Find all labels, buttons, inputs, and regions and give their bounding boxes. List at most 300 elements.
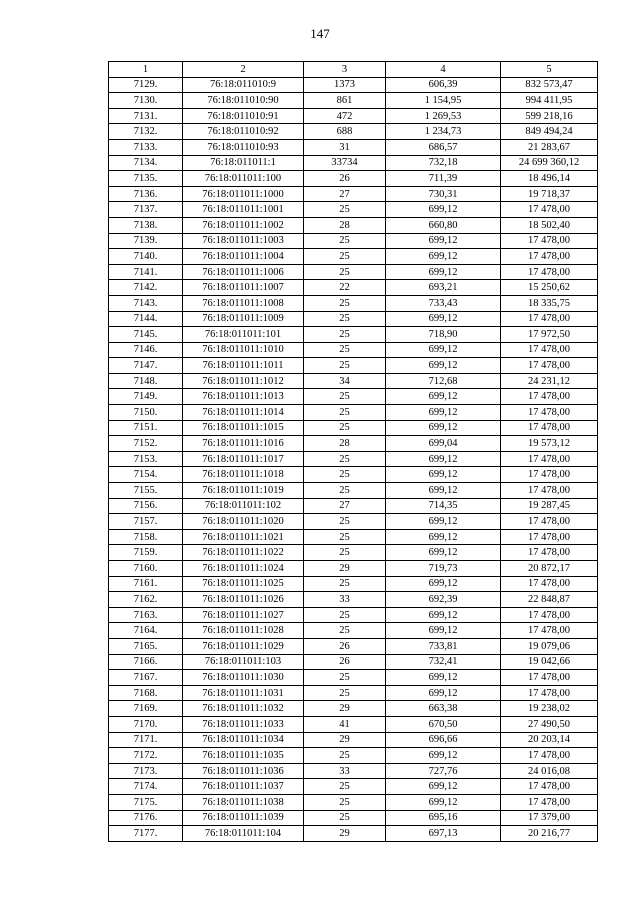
cadastral-number-cell: 76:18:011011:1028 [183, 623, 304, 639]
value-cell: 17 379,00 [501, 810, 598, 826]
value-cell: 22 848,87 [501, 592, 598, 608]
area-cell: 22 [304, 280, 386, 296]
table-row [109, 139, 598, 155]
rate-cell: 712,68 [386, 373, 501, 389]
area-cell: 25 [304, 529, 386, 545]
rate-cell: 718,90 [386, 327, 501, 343]
table-row [109, 529, 598, 545]
row-number-cell: 7132. [109, 124, 183, 140]
area-cell: 25 [304, 514, 386, 530]
value-cell: 19 287,45 [501, 498, 598, 514]
value-cell: 17 478,00 [501, 264, 598, 280]
rate-cell: 699,12 [386, 233, 501, 249]
area-cell: 25 [304, 327, 386, 343]
area-cell: 41 [304, 716, 386, 732]
row-number-cell: 7169. [109, 701, 183, 717]
row-number-cell: 7170. [109, 716, 183, 732]
rate-cell: 606,39 [386, 77, 501, 93]
rate-cell: 699,12 [386, 545, 501, 561]
row-number-cell: 7152. [109, 436, 183, 452]
area-cell: 25 [304, 420, 386, 436]
header-row [109, 62, 598, 78]
table-row [109, 358, 598, 374]
column-header-3: 3 [304, 62, 386, 78]
table-row [109, 794, 598, 810]
value-cell: 17 478,00 [501, 342, 598, 358]
table-row [109, 436, 598, 452]
row-number-cell: 7177. [109, 826, 183, 842]
area-cell: 25 [304, 576, 386, 592]
row-number-cell: 7163. [109, 607, 183, 623]
table-row [109, 451, 598, 467]
table-row [109, 748, 598, 764]
row-number-cell: 7176. [109, 810, 183, 826]
cadastral-number-cell: 76:18:011011:1006 [183, 264, 304, 280]
cadastral-number-cell: 76:18:011011:1030 [183, 670, 304, 686]
area-cell: 25 [304, 295, 386, 311]
cadastral-number-cell: 76:18:011011:1011 [183, 358, 304, 374]
row-number-cell: 7158. [109, 529, 183, 545]
value-cell: 17 478,00 [501, 202, 598, 218]
row-number-cell: 7147. [109, 358, 183, 374]
area-cell: 26 [304, 171, 386, 187]
rate-cell: 699,12 [386, 264, 501, 280]
cadastral-number-cell: 76:18:011011:1009 [183, 311, 304, 327]
cadastral-number-cell: 76:18:011011:1031 [183, 685, 304, 701]
value-cell: 27 490,50 [501, 716, 598, 732]
rate-cell: 699,12 [386, 483, 501, 499]
area-cell: 25 [304, 311, 386, 327]
area-cell: 25 [304, 607, 386, 623]
cadastral-number-cell: 76:18:011011:1016 [183, 436, 304, 452]
value-cell: 24 016,08 [501, 763, 598, 779]
cadastral-number-cell: 76:18:011011:1007 [183, 280, 304, 296]
value-cell: 15 250,62 [501, 280, 598, 296]
cadastral-number-cell: 76:18:011011:102 [183, 498, 304, 514]
value-cell: 17 478,00 [501, 623, 598, 639]
area-cell: 25 [304, 467, 386, 483]
area-cell: 25 [304, 483, 386, 499]
table-row [109, 670, 598, 686]
cadastral-number-cell: 76:18:011011:1036 [183, 763, 304, 779]
table-row [109, 233, 598, 249]
area-cell: 25 [304, 623, 386, 639]
table-row [109, 389, 598, 405]
rate-cell: 714,35 [386, 498, 501, 514]
row-number-cell: 7150. [109, 405, 183, 421]
value-cell: 17 478,00 [501, 670, 598, 686]
rate-cell: 699,12 [386, 342, 501, 358]
row-number-cell: 7129. [109, 77, 183, 93]
cadastral-number-cell: 76:18:011011:1033 [183, 716, 304, 732]
table-row [109, 763, 598, 779]
value-cell: 18 502,40 [501, 217, 598, 233]
table-row [109, 171, 598, 187]
cadastral-number-cell: 76:18:011011:1010 [183, 342, 304, 358]
area-cell: 34 [304, 373, 386, 389]
rate-cell: 699,12 [386, 779, 501, 795]
rate-cell: 699,12 [386, 607, 501, 623]
rate-cell: 663,38 [386, 701, 501, 717]
area-cell: 25 [304, 342, 386, 358]
table-row [109, 483, 598, 499]
table-row [109, 716, 598, 732]
row-number-cell: 7139. [109, 233, 183, 249]
cadastral-number-cell: 76:18:011011:1037 [183, 779, 304, 795]
rate-cell: 719,73 [386, 561, 501, 577]
cadastral-number-cell: 76:18:011011:100 [183, 171, 304, 187]
row-number-cell: 7171. [109, 732, 183, 748]
area-cell: 25 [304, 810, 386, 826]
area-cell: 26 [304, 638, 386, 654]
cadastral-number-cell: 76:18:011011:1018 [183, 467, 304, 483]
value-cell: 19 718,37 [501, 186, 598, 202]
cadastral-number-cell: 76:18:011011:1034 [183, 732, 304, 748]
area-cell: 861 [304, 93, 386, 109]
area-cell: 25 [304, 202, 386, 218]
cadastral-number-cell: 76:18:011011:1022 [183, 545, 304, 561]
row-number-cell: 7156. [109, 498, 183, 514]
value-cell: 21 283,67 [501, 139, 598, 155]
table-row [109, 514, 598, 530]
table-row [109, 498, 598, 514]
row-number-cell: 7142. [109, 280, 183, 296]
rate-cell: 699,12 [386, 451, 501, 467]
row-number-cell: 7166. [109, 654, 183, 670]
row-number-cell: 7165. [109, 638, 183, 654]
value-cell: 17 972,50 [501, 327, 598, 343]
row-number-cell: 7155. [109, 483, 183, 499]
table-row [109, 545, 598, 561]
cadastral-number-cell: 76:18:011010:91 [183, 108, 304, 124]
row-number-cell: 7175. [109, 794, 183, 810]
row-number-cell: 7140. [109, 249, 183, 265]
table-row [109, 202, 598, 218]
table-row [109, 685, 598, 701]
rate-cell: 686,57 [386, 139, 501, 155]
cadastral-number-cell: 76:18:011011:1027 [183, 607, 304, 623]
row-number-cell: 7146. [109, 342, 183, 358]
value-cell: 599 218,16 [501, 108, 598, 124]
row-number-cell: 7153. [109, 451, 183, 467]
rate-cell: 711,39 [386, 171, 501, 187]
rate-cell: 699,12 [386, 358, 501, 374]
rate-cell: 699,12 [386, 389, 501, 405]
data-table [108, 61, 598, 842]
area-cell: 25 [304, 233, 386, 249]
row-number-cell: 7135. [109, 171, 183, 187]
value-cell: 17 478,00 [501, 249, 598, 265]
row-number-cell: 7148. [109, 373, 183, 389]
area-cell: 29 [304, 732, 386, 748]
column-header-4: 4 [386, 62, 501, 78]
table-row [109, 155, 598, 171]
row-number-cell: 7174. [109, 779, 183, 795]
row-number-cell: 7159. [109, 545, 183, 561]
area-cell: 29 [304, 561, 386, 577]
cadastral-number-cell: 76:18:011011:103 [183, 654, 304, 670]
cadastral-number-cell: 76:18:011011:1002 [183, 217, 304, 233]
area-cell: 27 [304, 186, 386, 202]
cadastral-number-cell: 76:18:011011:1039 [183, 810, 304, 826]
value-cell: 17 478,00 [501, 794, 598, 810]
rate-cell: 727,76 [386, 763, 501, 779]
row-number-cell: 7164. [109, 623, 183, 639]
column-header-1: 1 [109, 62, 183, 78]
row-number-cell: 7141. [109, 264, 183, 280]
value-cell: 24 699 360,12 [501, 155, 598, 171]
row-number-cell: 7157. [109, 514, 183, 530]
cadastral-number-cell: 76:18:011010:90 [183, 93, 304, 109]
rate-cell: 699,12 [386, 467, 501, 483]
value-cell: 17 478,00 [501, 405, 598, 421]
table-row [109, 342, 598, 358]
table-body [109, 77, 598, 841]
table-row [109, 264, 598, 280]
table-row [109, 420, 598, 436]
table-row [109, 623, 598, 639]
rate-cell: 730,31 [386, 186, 501, 202]
table-row [109, 592, 598, 608]
table-row [109, 576, 598, 592]
cadastral-number-cell: 76:18:011011:1001 [183, 202, 304, 218]
cadastral-number-cell: 76:18:011011:1017 [183, 451, 304, 467]
table-row [109, 186, 598, 202]
row-number-cell: 7130. [109, 93, 183, 109]
rate-cell: 699,12 [386, 420, 501, 436]
value-cell: 19 079,06 [501, 638, 598, 654]
cadastral-number-cell: 76:18:011010:92 [183, 124, 304, 140]
cadastral-number-cell: 76:18:011011:1035 [183, 748, 304, 764]
rate-cell: 699,12 [386, 748, 501, 764]
cadastral-number-cell: 76:18:011011:1015 [183, 420, 304, 436]
value-cell: 17 478,00 [501, 576, 598, 592]
area-cell: 25 [304, 748, 386, 764]
area-cell: 25 [304, 358, 386, 374]
rate-cell: 699,12 [386, 249, 501, 265]
row-number-cell: 7143. [109, 295, 183, 311]
rate-cell: 1 269,53 [386, 108, 501, 124]
row-number-cell: 7167. [109, 670, 183, 686]
row-number-cell: 7154. [109, 467, 183, 483]
row-number-cell: 7131. [109, 108, 183, 124]
area-cell: 25 [304, 779, 386, 795]
cadastral-number-cell: 76:18:011011:1025 [183, 576, 304, 592]
row-number-cell: 7173. [109, 763, 183, 779]
value-cell: 19 042,66 [501, 654, 598, 670]
cadastral-number-cell: 76:18:011011:1038 [183, 794, 304, 810]
table-row [109, 467, 598, 483]
table-row [109, 280, 598, 296]
area-cell: 25 [304, 670, 386, 686]
table-row [109, 77, 598, 93]
cadastral-number-cell: 76:18:011011:1026 [183, 592, 304, 608]
table-row [109, 108, 598, 124]
table-row [109, 732, 598, 748]
rate-cell: 699,12 [386, 685, 501, 701]
row-number-cell: 7172. [109, 748, 183, 764]
cadastral-number-cell: 76:18:011011:1032 [183, 701, 304, 717]
rate-cell: 670,50 [386, 716, 501, 732]
table-row [109, 810, 598, 826]
value-cell: 17 478,00 [501, 467, 598, 483]
row-number-cell: 7149. [109, 389, 183, 405]
rate-cell: 699,12 [386, 405, 501, 421]
rate-cell: 696,66 [386, 732, 501, 748]
rate-cell: 732,18 [386, 155, 501, 171]
row-number-cell: 7151. [109, 420, 183, 436]
row-number-cell: 7168. [109, 685, 183, 701]
row-number-cell: 7137. [109, 202, 183, 218]
value-cell: 17 478,00 [501, 451, 598, 467]
table-header [109, 62, 598, 78]
table-row [109, 311, 598, 327]
value-cell: 849 494,24 [501, 124, 598, 140]
row-number-cell: 7134. [109, 155, 183, 171]
value-cell: 17 478,00 [501, 233, 598, 249]
value-cell: 17 478,00 [501, 779, 598, 795]
value-cell: 20 203,14 [501, 732, 598, 748]
column-header-2: 2 [183, 62, 304, 78]
rate-cell: 693,21 [386, 280, 501, 296]
cadastral-number-cell: 76:18:011011:1008 [183, 295, 304, 311]
value-cell: 20 216,77 [501, 826, 598, 842]
area-cell: 33 [304, 763, 386, 779]
table-row [109, 638, 598, 654]
value-cell: 19 238,02 [501, 701, 598, 717]
row-number-cell: 7145. [109, 327, 183, 343]
rate-cell: 699,12 [386, 623, 501, 639]
table-row [109, 405, 598, 421]
value-cell: 17 478,00 [501, 529, 598, 545]
cadastral-number-cell: 76:18:011011:1021 [183, 529, 304, 545]
row-number-cell: 7136. [109, 186, 183, 202]
area-cell: 25 [304, 249, 386, 265]
cadastral-number-cell: 76:18:011011:1003 [183, 233, 304, 249]
value-cell: 17 478,00 [501, 389, 598, 405]
row-number-cell: 7144. [109, 311, 183, 327]
area-cell: 1373 [304, 77, 386, 93]
area-cell: 33734 [304, 155, 386, 171]
rate-cell: 1 234,73 [386, 124, 501, 140]
column-header-5: 5 [501, 62, 598, 78]
table-row [109, 373, 598, 389]
value-cell: 17 478,00 [501, 514, 598, 530]
area-cell: 25 [304, 794, 386, 810]
cadastral-number-cell: 76:18:011011:1013 [183, 389, 304, 405]
area-cell: 25 [304, 451, 386, 467]
value-cell: 19 573,12 [501, 436, 598, 452]
value-cell: 17 478,00 [501, 311, 598, 327]
table-row [109, 295, 598, 311]
cadastral-number-cell: 76:18:011011:1012 [183, 373, 304, 389]
cadastral-number-cell: 76:18:011011:1004 [183, 249, 304, 265]
cadastral-number-cell: 76:18:011011:101 [183, 327, 304, 343]
value-cell: 17 478,00 [501, 607, 598, 623]
value-cell: 17 478,00 [501, 545, 598, 561]
area-cell: 31 [304, 139, 386, 155]
area-cell: 33 [304, 592, 386, 608]
area-cell: 25 [304, 264, 386, 280]
area-cell: 688 [304, 124, 386, 140]
value-cell: 832 573,47 [501, 77, 598, 93]
page-number: 147 [310, 26, 330, 41]
cadastral-number-cell: 76:18:011011:1000 [183, 186, 304, 202]
rate-cell: 733,81 [386, 638, 501, 654]
value-cell: 17 478,00 [501, 358, 598, 374]
table-row [109, 249, 598, 265]
table-row [109, 701, 598, 717]
value-cell: 18 496,14 [501, 171, 598, 187]
value-cell: 17 478,00 [501, 748, 598, 764]
table-row [109, 826, 598, 842]
value-cell: 17 478,00 [501, 420, 598, 436]
rate-cell: 699,04 [386, 436, 501, 452]
area-cell: 472 [304, 108, 386, 124]
row-number-cell: 7160. [109, 561, 183, 577]
area-cell: 29 [304, 826, 386, 842]
area-cell: 25 [304, 389, 386, 405]
rate-cell: 692,39 [386, 592, 501, 608]
row-number-cell: 7161. [109, 576, 183, 592]
area-cell: 25 [304, 685, 386, 701]
table-row [109, 654, 598, 670]
row-number-cell: 7138. [109, 217, 183, 233]
value-cell: 994 411,95 [501, 93, 598, 109]
rate-cell: 732,41 [386, 654, 501, 670]
table-row [109, 607, 598, 623]
cadastral-number-cell: 76:18:011010:93 [183, 139, 304, 155]
row-number-cell: 7162. [109, 592, 183, 608]
rate-cell: 660,80 [386, 217, 501, 233]
table-row [109, 93, 598, 109]
table-row [109, 124, 598, 140]
rate-cell: 695,16 [386, 810, 501, 826]
value-cell: 20 872,17 [501, 561, 598, 577]
table-row [109, 217, 598, 233]
cadastral-number-cell: 76:18:011011:1029 [183, 638, 304, 654]
area-cell: 26 [304, 654, 386, 670]
rate-cell: 699,12 [386, 514, 501, 530]
rate-cell: 733,43 [386, 295, 501, 311]
value-cell: 17 478,00 [501, 483, 598, 499]
area-cell: 27 [304, 498, 386, 514]
rate-cell: 699,12 [386, 576, 501, 592]
rate-cell: 697,13 [386, 826, 501, 842]
area-cell: 28 [304, 436, 386, 452]
area-cell: 25 [304, 405, 386, 421]
area-cell: 28 [304, 217, 386, 233]
table-row [109, 779, 598, 795]
table-row [109, 327, 598, 343]
rate-cell: 699,12 [386, 670, 501, 686]
row-number-cell: 7133. [109, 139, 183, 155]
cadastral-number-cell: 76:18:011011:1 [183, 155, 304, 171]
cadastral-number-cell: 76:18:011011:1019 [183, 483, 304, 499]
rate-cell: 699,12 [386, 311, 501, 327]
rate-cell: 699,12 [386, 794, 501, 810]
table-row [109, 561, 598, 577]
cadastral-number-cell: 76:18:011011:1024 [183, 561, 304, 577]
cadastral-number-cell: 76:18:011011:104 [183, 826, 304, 842]
cadastral-number-cell: 76:18:011011:1014 [183, 405, 304, 421]
area-cell: 25 [304, 545, 386, 561]
rate-cell: 699,12 [386, 529, 501, 545]
value-cell: 17 478,00 [501, 685, 598, 701]
cadastral-number-cell: 76:18:011011:1020 [183, 514, 304, 530]
value-cell: 24 231,12 [501, 373, 598, 389]
rate-cell: 1 154,95 [386, 93, 501, 109]
